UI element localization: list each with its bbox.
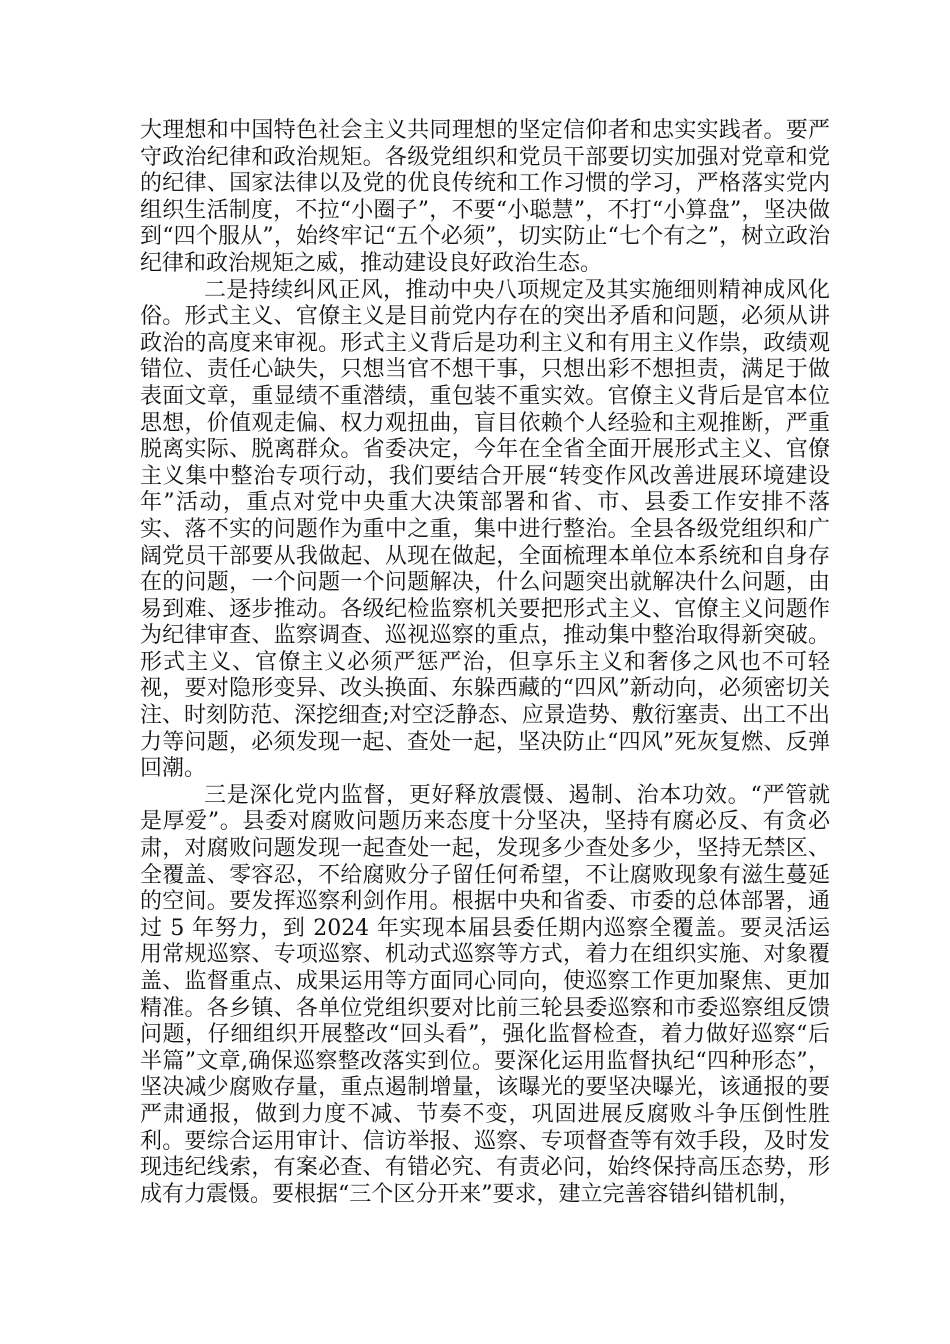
paragraph-point-three: 三是深化党内监督，更好释放震慑、遏制、治本功效。“严管就是厚爱”。县委对腐败问题历来态度十分坚决，坚持有腐必反、有贪必肃，对腐败问题发现一起查处一起，发现多少查处多少，坚持无禁区、全覆盖、零容忍，不给腐败分子留任何希望，不让腐败现象有滋生蔓延的空间。要发挥巡察利剑作用。根据中央和省委、市委的总体部署，通过 5 年努力，到 2024 年实现本届县委任期内巡察全覆盖。要灵活运用常规巡察、专项巡察、机动式巡察等方式，着力在组织实施、对象覆盖、监督重点、成果运用等方面同心同向，使巡察工作更加聚焦、更加精准。各乡镇、各单位党组织要对比前三轮县委巡察和市委巡察组反馈问题，仔细组织开展整改“回头看”，强化监督检查，着力做好巡察“后半篇”文章,确保巡察整改落实到位。要深化运用监督执纪“四种形态”，坚决减少腐败存量，重点遏制增量，该曝光的要坚决曝光，该通报的要严肃通报，做到力度不减、节奏不变，巩固进展反腐败斗争压倒性胜利。要综合运用审计、信访举报、巡察、专项督查等有效手段，及时发现违纪线索，有案必查、有错必究、有责必问，始终保持高压态势，形成有力震慑。要根据“三个区分开来”要求，建立完善容错纠错机制， [140,782,830,1207]
paragraph-point-two: 二是持续纠风正风，推动中央八项规定及其实施细则精神成风化俗。形式主义、官僚主义是目前党内存在的突出矛盾和问题，必须从讲政治的高度来审视。形式主义背后是功利主义和有用主义作祟，政绩观错位、责任心缺失，只想当官不想干事，只想出彩不想担责，满足于做表面文章，重显绩不重潜绩，重包装不重实效。官僚主义背后是官本位思想，价值观走偏、权力观扭曲，盲目依赖个人经验和主观推断，严重脱离实际、脱离群众。省委决定，今年在全省全面开展形式主义、官僚主义集中整治专项行动，我们要结合开展“转变作风改善进展环境建设年”活动，重点对党中央重大决策部署和省、市、县委工作安排不落实、落不实的问题作为重中之重，集中进行整治。全县各级党组织和广阔党员干部要从我做起、从现在做起，全面梳理本单位本系统和自身存在的问题，一个问题一个问题解决，什么问题突出就解决什么问题，由易到难、逐步推动。各级纪检监察机关要把形式主义、官僚主义问题作为纪律审查、监察调查、巡视巡察的重点，推动集中整治取得新突破。形式主义、官僚主义必须严惩严治，但享乐主义和奢侈之风也不可轻视，要对隐形变异、改头换面、东躲西藏的“四风”新动向，必须密切关注、时刻防范、深挖细查;对空泛静态、应景造势、敷衍塞责、出工不出力等问题，必须发现一起、查处一起，坚决防止“四风”死灰复燃、反弹回潮。 [140,277,830,782]
document-page [140,118,830,1208]
paragraph-continuation: 大理想和中国特色社会主义共同理想的坚定信仰者和忠实实践者。要严守政治纪律和政治规矩。各级党组织和党员干部要切实加强对党章和党的纪律、国家法律以及党的优良传统和工作习惯的学习，严格落实党内组织生活制度，不拉“小圈子”，不要“小聪慧”，不打“小算盘”，坚决做到“四个服从”，始终牢记“五个必须”，切实防止“七个有之”，树立政治纪律和政治规矩之威，推动建设良好政治生态。 [140,118,830,276]
